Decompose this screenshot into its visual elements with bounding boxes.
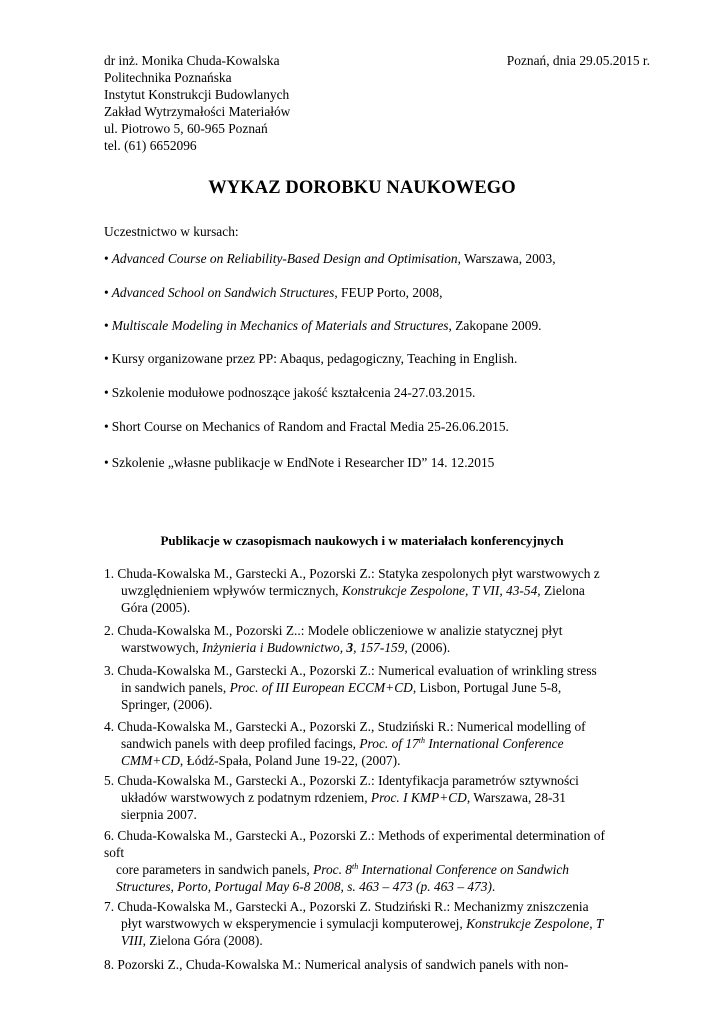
courses-heading: Uczestnictwo w kursach: <box>104 224 239 239</box>
course-item: • Advanced Course on Reliability-Based Design and Optimisation, Warszawa, 2003, <box>104 251 556 266</box>
author-address: ul. Piotrowo 5, 60-965 Poznań <box>104 121 268 136</box>
course-item: • Szkolenie modułowe podnoszące jakość kształcenia 24-27.03.2015. <box>104 385 476 400</box>
author-department: Zakład Wytrzymałości Materiałów <box>104 104 291 119</box>
course-item: • Kursy organizowane przez PP: Abaqus, pedagogiczny, Teaching in English. <box>104 351 518 366</box>
bullet-icon: • <box>104 318 109 333</box>
author-phone: tel. (61) 6652096 <box>104 138 197 153</box>
page-title: WYKAZ DOROBKU NAUKOWEGO <box>208 178 516 198</box>
bullet-icon: • <box>104 385 109 400</box>
bullet-icon: • <box>104 351 109 366</box>
course-item: • Szkolenie „własne publikacje w EndNote i Researcher ID” 14. 12.2015 <box>104 455 495 470</box>
bullet-icon: • <box>104 455 109 470</box>
author-name: dr inż. Monika Chuda-Kowalska <box>104 53 280 68</box>
course-item: • Multiscale Modeling in Mechanics of Materials and Structures, Zakopane 2009. <box>104 318 542 333</box>
bullet-icon: • <box>104 285 109 300</box>
course-item: • Short Course on Mechanics of Random and Fractal Media 25-26.06.2015. <box>104 419 509 434</box>
document-page: dr inż. Monika Chuda-Kowalska Politechnika Poznańska Instytut Konstrukcji Budowlanych Zakład Wytrzymałości Materiałów ul. Piotrowo 5, 60-965 Poznań tel. (61) 6652096 Poznań, dnia 29.05.2015 r. WYKAZ DOROBKU NAUKOWEGO Uczestnictwo w kursach: • Advanced Course on Reliability-Based Design and Optimisation, Warszawa, 2003, • Advanced School on Sandwich Structures, FEUP Porto, 2008, • Multiscale Modeling in Mechanics of Materials and Structures, Zakopane 2009. • Kursy organizowane przez PP: Abaqus, pedagogiczny, Teaching in English. • Szkolenie modułowe podnoszące jakość kształcenia 24-27.03.2015. • Short Course on Mechanics of Random and Fractal Media 25-26.06.2015. • Szkolenie „własne publikacje w EndNote i Researcher ID” 14. 12.2015 Publikacje w czasopismach naukowych i w materiałach konferencyjnych 1. Chuda-Kowalska M., Garstecki A., Pozorski Z.: Statyka zespolonych płyt warstwowych z uwzględnieniem wpływów termicznych, Konstrukcje Zespolone, T VII, 43-54, Zielona Góra (2005). 2. Chuda-Kowalska M., Pozorski Z..: Modele obliczeniowe w analizie statycznej płyt warstwowych, Inżynieria i Budownictwo, 3, 157-159, (2006). 3. Chuda-Kowalska M., Garstecki A., Pozorski Z.: Numerical evaluation of wrinkling stress in sandwich panels, Proc. of III European ECCM+CD, Lisbon, Portugal June 5-8, Springer, (2006). 4. Chuda-Kowalska M., Garstecki A., Pozorski Z., Studziński R.: Numerical modelling of sandwich panels with deep profiled facings, Proc. of 17th International Conference CMM+CD, Łódź-Spała, Poland June 19-22, (2007). 5. Chuda-Kowalska M., Garstecki A., Pozorski Z.: Identyfikacja parametrów sztywności układów warstwowych z podatnym rdzeniem, Proc. I KMP+CD, Warszawa, 28-31 sierpnia 2007. 6. Chuda-Kowalska M., Garstecki A., Pozorski Z.: Methods of experimental determination of soft core parameters in sandwich panels, Proc. 8th International Conference on Sandwich Structures, Porto, Portugal May 6-8 2008, s. 463 – 473 (p. 463 – 473). 7. Chuda-Kowalska M., Garstecki A., Pozorski Z. Studziński R.: Mechanizmy zniszczenia płyt warstwowych w eksperymencie i symulacji komputerowej, Konstrukcje Zespolone, T VIII, Zielona Góra (2008). 8. Pozorski Z., Chuda-Kowalska M.: Numerical analysis of sandwich panels with non- <box>0 0 724 1024</box>
author-university: Politechnika Poznańska <box>104 70 232 85</box>
bullet-icon: • <box>104 419 109 434</box>
author-institute: Instytut Konstrukcji Budowlanych <box>104 87 290 102</box>
bullet-icon: • <box>104 251 109 266</box>
publications-heading: Publikacje w czasopismach naukowych i w materiałach konferencyjnych <box>160 533 564 548</box>
course-item: • Advanced School on Sandwich Structures, FEUP Porto, 2008, <box>104 285 443 300</box>
place-date: Poznań, dnia 29.05.2015 r. <box>506 53 650 68</box>
